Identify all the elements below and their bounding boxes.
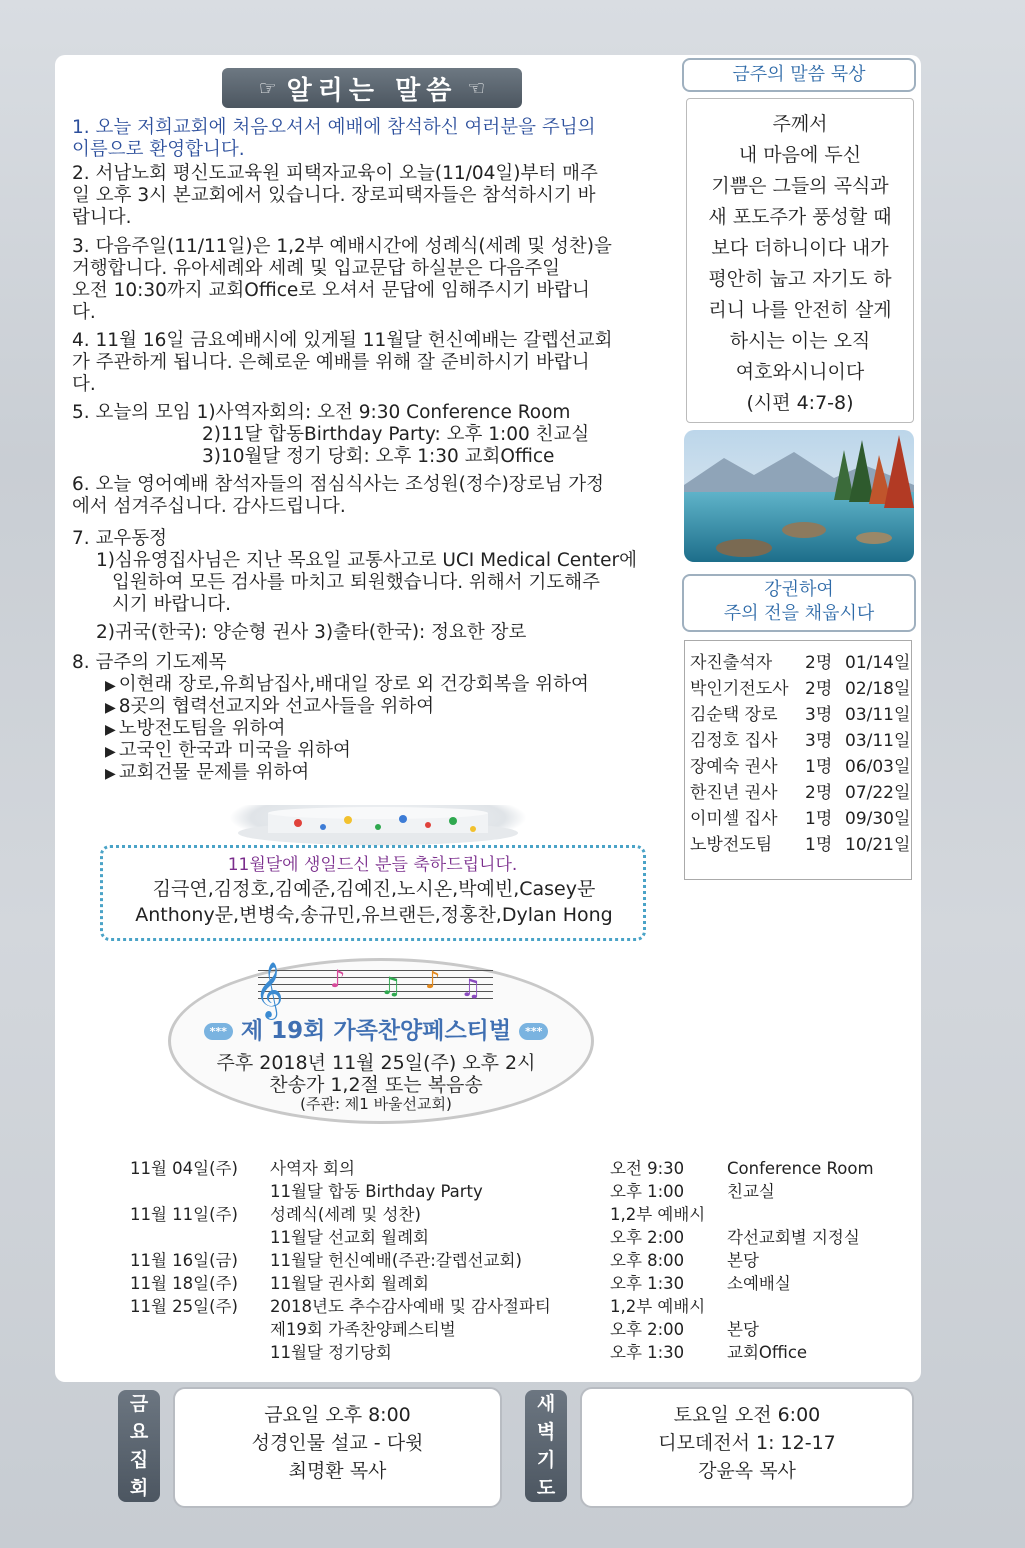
schedule-event: 11월달 정기당회 xyxy=(270,1343,392,1362)
tab-char: 집 xyxy=(129,1449,149,1471)
schedule-time: 오전 9:30 xyxy=(610,1159,685,1178)
triangle-bullet-icon: ▶ xyxy=(105,744,116,760)
announcement-4 xyxy=(72,330,672,396)
attendance-name: 장예숙 권사 xyxy=(690,757,778,777)
attendance-name: 김정호 집사 xyxy=(690,731,778,751)
ann-line: 3. 다음주일(11/11일)은 1,2부 예배시간에 성례식(세례 및 성찬)을 xyxy=(72,236,612,257)
music-note-icon: ♫ xyxy=(380,972,402,1000)
verse-line: 평안히 눕고 자기도 하 xyxy=(708,268,892,290)
cake-icon xyxy=(228,805,528,847)
schedule-event: 11월달 선교회 월례회 xyxy=(270,1228,429,1247)
triangle-bullet-icon: ▶ xyxy=(105,678,116,694)
attendance-date: 07/22일 xyxy=(845,783,911,803)
schedule-row xyxy=(130,1273,900,1295)
music-staff xyxy=(258,970,493,1008)
ann-line: 1. 오늘 저희교회에 처음오셔서 예배에 참석하신 여러분을 주님의 xyxy=(72,117,596,138)
attendance-date: 09/30일 xyxy=(845,809,911,829)
schedule-date: 11월 18일(주) xyxy=(130,1274,238,1293)
schedule-row xyxy=(130,1342,900,1364)
music-note-icon: ♫ xyxy=(460,974,482,1002)
schedule-time: 오후 1:30 xyxy=(610,1274,685,1293)
attendance-count: 2명 xyxy=(805,653,833,673)
schedule-place: 본당 xyxy=(727,1320,759,1339)
prayer-text: 노방전도팀을 위하여 xyxy=(118,718,286,739)
verse-line: 새 포도주가 풍성할 때 xyxy=(708,206,892,228)
attendance-count: 1명 xyxy=(805,835,833,855)
attendance-date: 01/14일 xyxy=(845,653,911,673)
prayer-item xyxy=(105,674,589,697)
prayer-text: 교회건물 문제를 위하여 xyxy=(118,762,310,783)
schedule-event: 성례식(세례 및 성찬) xyxy=(270,1205,421,1224)
schedule-date: 11월 16일(금) xyxy=(130,1251,238,1270)
schedule-time: 1,2부 예배시 xyxy=(610,1205,706,1224)
schedule-event: 11월달 권사회 월례회 xyxy=(270,1274,429,1293)
landscape-icon xyxy=(684,430,914,562)
friday-meeting-tab xyxy=(118,1390,160,1502)
ann-line: 에서 섬겨주십니다. 감사드립니다. xyxy=(72,496,346,517)
announcement-7-line5 xyxy=(72,622,672,644)
ann-line: 이름으로 환영합니다. xyxy=(72,139,245,160)
ann-line: 가 주관하게 됩니다. 은혜로운 예배를 위해 잘 준비하시기 바랍니 xyxy=(72,352,590,373)
tab-char: 요 xyxy=(129,1421,149,1443)
dawn-prayer-tab xyxy=(525,1390,567,1502)
schedule-place: 소예배실 xyxy=(727,1274,791,1293)
verse-line: 주께서 xyxy=(772,113,828,135)
triangle-bullet-icon: ▶ xyxy=(105,700,116,716)
ann-line: 3)10월달 정기 당회: 오후 1:30 교회Office xyxy=(202,446,555,467)
schedule-time: 오후 2:00 xyxy=(610,1228,685,1247)
attendance-header xyxy=(682,574,916,632)
ann-line: 2. 서남노회 평신도교육원 피택자교육이 오늘(11/04일)부터 매주 xyxy=(72,163,598,184)
attendance-count: 3명 xyxy=(805,705,833,725)
cake-image xyxy=(228,805,528,847)
ann-line: 1)심유영집사님은 지난 목요일 교통사고로 UCI Medical Center에 xyxy=(96,550,638,571)
birthday-title: 11월달에 생일드신 분들 축하드립니다. xyxy=(227,855,518,875)
attendance-date: 10/21일 xyxy=(845,835,911,855)
pointing-hand-icon: ☜ xyxy=(467,76,486,100)
dawn-scripture: 디모데전서 1: 12-17 xyxy=(658,1432,836,1454)
decor-dots: *** xyxy=(519,1023,548,1040)
friday-pastor: 최명환 목사 xyxy=(288,1460,387,1482)
attendance-name: 이미셀 집사 xyxy=(690,809,778,829)
ann-line: 2)귀국(한국): 양순형 권사 3)출타(한국): 정요한 장로 xyxy=(96,622,527,643)
festival-date: 주후 2018년 11월 25일(주) 오후 2시 xyxy=(216,1052,536,1074)
ann-line: 거행합니다. 유아세례와 세례 및 입교문답 하실분은 다음주일 xyxy=(72,258,560,279)
attendance-count: 1명 xyxy=(805,757,833,777)
schedule-row xyxy=(130,1204,900,1226)
prayer-text: 고국인 한국과 미국을 위하여 xyxy=(118,740,351,761)
schedule-row xyxy=(130,1227,900,1249)
ann-line: 일 오후 3시 본교회에서 있습니다. 장로피택자들은 참석하시기 바 xyxy=(72,185,596,206)
schedule-date: 11월 25일(주) xyxy=(130,1297,238,1316)
verse-line: 기쁨은 그들의 곡식과 xyxy=(711,175,889,197)
pointing-hand-icon: ☞ xyxy=(258,76,277,100)
prayer-item xyxy=(105,762,309,785)
music-note-icon: ♪ xyxy=(425,966,441,994)
schedule-row xyxy=(130,1250,900,1272)
attendance-header-line: 주의 전을 채웁시다 xyxy=(723,603,875,624)
announcements-title-bar xyxy=(222,68,522,108)
tab-char: 기 xyxy=(536,1449,556,1471)
announcement-2 xyxy=(72,163,672,229)
attendance-count: 2명 xyxy=(805,783,833,803)
schedule-row xyxy=(130,1181,900,1203)
prayer-text: 8곳의 협력선교지와 선교사들을 위하여 xyxy=(118,696,435,717)
ann-line: 랍니다. xyxy=(72,207,132,228)
schedule-event: 사역자 회의 xyxy=(270,1159,355,1178)
ann-line: 오전 10:30까지 교회Office로 오셔서 문답에 임해주시기 바랍니 xyxy=(72,280,590,301)
meditation-header: 금주의 말씀 묵상 xyxy=(682,58,916,92)
ann-line: 6. 오늘 영어예배 참석자들의 점심식사는 조성원(정수)장로님 가정 xyxy=(72,474,605,495)
schedule-place: 친교실 xyxy=(727,1182,775,1201)
prayer-item xyxy=(105,740,351,763)
schedule-event: 11월달 합동 Birthday Party xyxy=(270,1182,483,1201)
schedule-time: 오후 2:00 xyxy=(610,1320,685,1339)
treble-clef-icon: 𝄞 xyxy=(255,962,284,1018)
ann-line: 2)11달 합동Birthday Party: 오후 1:00 친교실 xyxy=(202,424,590,445)
tab-char: 벽 xyxy=(536,1421,556,1443)
attendance-count: 2명 xyxy=(805,679,833,699)
schedule-row xyxy=(130,1296,900,1318)
attendance-name: 한진년 권사 xyxy=(690,783,778,803)
triangle-bullet-icon: ▶ xyxy=(105,766,116,782)
attendance-count: 3명 xyxy=(805,731,833,751)
decor-dots: *** xyxy=(204,1023,233,1040)
friday-meeting-box xyxy=(173,1387,502,1508)
prayer-item xyxy=(105,696,434,719)
verse-line: (시편 4:7-8) xyxy=(746,392,854,414)
festival-title-text: 제 19회 가족찬양페스티벌 xyxy=(240,1018,512,1044)
dawn-prayer-box xyxy=(580,1387,914,1508)
schedule-row xyxy=(130,1319,900,1341)
verse-line: 내 마음에 두신 xyxy=(738,144,862,166)
attendance-date: 06/03일 xyxy=(845,757,911,777)
announcements-title: 알리는 말씀 xyxy=(286,75,458,106)
schedule-row xyxy=(130,1158,900,1180)
ann-line: 8. 금주의 기도제목 xyxy=(72,652,227,673)
schedule-place: Conference Room xyxy=(727,1159,874,1178)
festival-title xyxy=(175,1012,577,1045)
lake-landscape-image xyxy=(684,430,914,562)
tab-char: 도 xyxy=(536,1477,556,1499)
schedule-time: 오후 1:00 xyxy=(610,1182,685,1201)
tab-char: 회 xyxy=(129,1477,149,1499)
attendance-date: 03/11일 xyxy=(845,731,911,751)
announcement-5 xyxy=(72,402,672,468)
attendance-header-line: 강권하여 xyxy=(764,579,834,600)
schedule-date: 11월 04일(주) xyxy=(130,1159,238,1178)
attendance-date: 03/11일 xyxy=(845,705,911,725)
announcement-1 xyxy=(72,117,672,161)
prayer-item xyxy=(105,718,286,741)
triangle-bullet-icon: ▶ xyxy=(105,722,116,738)
birthday-names: Anthony문,변병숙,송규민,유브랜든,정홍찬,Dylan Hong xyxy=(135,904,613,926)
verse-line: 여호와시니이다 xyxy=(735,361,865,383)
tab-char: 새 xyxy=(536,1393,556,1415)
attendance-name: 자진출석자 xyxy=(690,653,773,673)
festival-host: (주관: 제1 바울선교회) xyxy=(300,1095,452,1113)
dawn-time: 토요일 오전 6:00 xyxy=(673,1404,821,1426)
festival-hymn: 찬송가 1,2절 또는 복음송 xyxy=(269,1074,483,1096)
announcement-6 xyxy=(72,474,672,518)
ann-line: 다. xyxy=(72,374,96,395)
meditation-verse xyxy=(686,98,914,423)
music-note-icon: ♪ xyxy=(330,965,346,993)
prayer-text: 이현래 장로,유희남집사,배대일 장로 외 건강회복을 위하여 xyxy=(118,674,589,695)
ann-line: 7. 교우동정 xyxy=(72,528,168,549)
ann-line: 입원하여 모든 검사를 마치고 퇴원했습니다. 위해서 기도해주 xyxy=(112,572,600,593)
ann-line: 다. xyxy=(72,302,96,323)
attendance-date: 02/18일 xyxy=(845,679,911,699)
birthday-names: 김극연,김정호,김예준,김예진,노시온,박예빈,Casey문 xyxy=(152,878,596,900)
attendance-name: 김순택 장로 xyxy=(690,705,778,725)
announcement-8 xyxy=(72,652,672,674)
schedule-place: 본당 xyxy=(727,1251,759,1270)
schedule-time: 오후 1:30 xyxy=(610,1343,685,1362)
announcement-3 xyxy=(72,236,672,324)
schedule-time: 오후 8:00 xyxy=(610,1251,685,1270)
tab-char: 금 xyxy=(129,1393,149,1415)
verse-line: 하시는 이는 오직 xyxy=(729,330,871,352)
announcement-7 xyxy=(72,528,672,616)
ann-line: 시기 바랍니다. xyxy=(112,594,231,615)
schedule-date: 11월 11일(주) xyxy=(130,1205,238,1224)
friday-sermon: 성경인물 설교 - 다윗 xyxy=(251,1432,424,1454)
schedule-event: 제19회 가족찬양페스티벌 xyxy=(270,1320,456,1339)
verse-line: 보다 더하니이다 내가 xyxy=(711,237,889,259)
schedule-time: 1,2부 예배시 xyxy=(610,1297,706,1316)
attendance-name: 박인기전도사 xyxy=(690,679,789,699)
schedule-event: 11월달 헌신예배(주관:갈렙선교회) xyxy=(270,1251,522,1270)
ann-line: 4. 11월 16일 금요예배시에 있게될 11월달 헌신예배는 갈렙선교회 xyxy=(72,330,613,351)
schedule-place: 교회Office xyxy=(727,1343,808,1362)
dawn-pastor: 강윤옥 목사 xyxy=(698,1460,796,1482)
schedule-event: 2018년도 추수감사예배 및 감사절파티 xyxy=(270,1297,551,1316)
friday-time: 금요일 오후 8:00 xyxy=(264,1404,411,1426)
ann-line: 5. 오늘의 모임 1)사역자회의: 오전 9:30 Conference Room xyxy=(72,402,571,423)
schedule-place: 각선교회별 지정실 xyxy=(727,1228,860,1247)
attendance-count: 1명 xyxy=(805,809,833,829)
attendance-name: 노방전도팀 xyxy=(690,835,773,855)
verse-line: 리니 나를 안전히 살게 xyxy=(708,299,892,321)
